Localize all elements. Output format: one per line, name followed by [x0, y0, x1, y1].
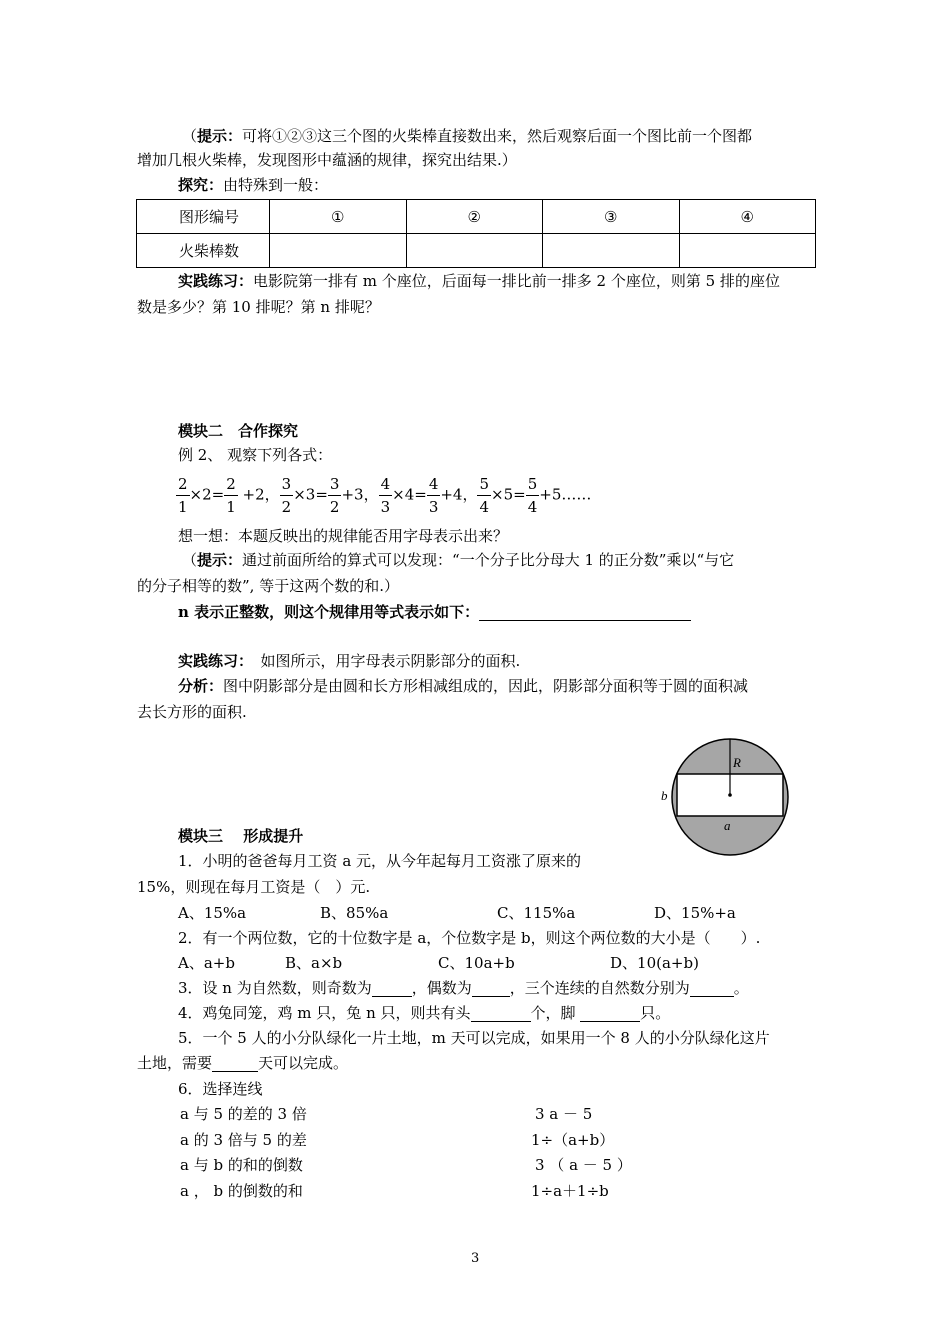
match-right-2[interactable]: 1÷（a+b） — [531, 1131, 615, 1149]
table-cell-empty — [679, 234, 816, 268]
table-col-3: ③ — [543, 200, 680, 234]
answer-blank[interactable] — [472, 981, 510, 997]
table-col-1: ① — [270, 200, 407, 234]
analysis-line-1: 分析：图中阴影部分是由圆和长方形相减组成的，因此，阴影部分面积等于圆的面积减 — [178, 677, 749, 695]
q2-option-b[interactable]: B、a×b — [285, 954, 343, 972]
answer-blank[interactable] — [580, 1006, 640, 1022]
center-point — [728, 793, 732, 797]
fraction: $\frac{4}{3}$ — [428, 475, 439, 516]
q4-line: 4．鸡兔同笼，鸡 m 只，兔 n 只，则共有头 个，脚 只。 — [178, 1004, 671, 1022]
fraction: $\frac{3}{2}$ — [281, 475, 292, 516]
q6-line: 6．选择连线 — [178, 1080, 263, 1098]
q5-line-2: 土地，需要 天可以完成。 — [137, 1054, 349, 1072]
fraction: $\frac{2}{1}$ — [226, 475, 236, 516]
fraction: $\frac{2}{1}$ — [178, 475, 188, 516]
analysis-line-2: 去长方形的面积. — [137, 703, 247, 721]
label-a: a — [724, 818, 731, 833]
fraction: $\frac{5}{4}$ — [527, 475, 538, 516]
fraction: $\frac{4}{3}$ — [380, 475, 391, 516]
table-header-matchsticks: 火柴棒数 — [137, 234, 270, 268]
circle-rectangle-figure — [655, 735, 800, 860]
match-right-4[interactable]: 1÷a＋1÷b — [531, 1182, 609, 1200]
matchstick-table — [136, 199, 816, 268]
table-cell-empty — [543, 234, 680, 268]
q1-option-b[interactable]: B、85%a — [320, 904, 389, 922]
match-left-1[interactable]: a 与 5 的差的 3 倍 — [180, 1105, 307, 1123]
module-3-title: 模块三 形成提升 — [178, 827, 304, 845]
match-left-4[interactable]: a ， b 的倒数的和 — [180, 1182, 303, 1200]
answer-blank[interactable] — [690, 981, 734, 997]
hint-2-line-1: （提示：通过前面所给的算式可以发现：“一个分子比分母大 1 的正分数”乘以“与它 — [182, 551, 735, 569]
table-cell-empty — [406, 234, 543, 268]
answer-blank[interactable] — [212, 1056, 258, 1072]
label-R: R — [733, 755, 741, 770]
match-left-3[interactable]: a 与 b 的和的倒数 — [180, 1156, 303, 1174]
label-b: b — [661, 788, 668, 803]
page-number: 3 — [471, 1251, 480, 1266]
module-2-title: 模块二 合作探究 — [178, 422, 299, 440]
q1-option-a[interactable]: A、15%a — [178, 904, 247, 922]
table-header-figure-number: 图形编号 — [137, 200, 270, 234]
q3-line: 3．设 n 为自然数，则奇数为 ，偶数为 ，三个连续的自然数分别为 。 — [178, 979, 749, 997]
q2-line: 2．有一个两位数，它的十位数字是 a，个位数字是 b，则这个两位数的大小是（ ）. — [178, 929, 761, 947]
practice-1-line-1: 实践练习：电影院第一排有 m 个座位，后面每一排比前一排多 2 个座位，则第 5 排的座位 — [178, 272, 780, 290]
q2-option-d[interactable]: D、10(a+b) — [610, 954, 699, 972]
example-2: 例 2、 观察下列各式： — [178, 446, 333, 464]
answer-blank[interactable] — [479, 605, 691, 621]
answer-blank[interactable] — [471, 1006, 531, 1022]
example-formula: $\frac{2}{1}$ ×2= $\frac{2}{1}$ +2， $\frac{3}{2}$ ×3= $\frac{3}{2}$ +3， $\frac{4}{3}$ ×4= $\frac{4}{3}$ +4， $\frac{5}{4}$ ×5= $\frac{5}{4}$ +5…… — [178, 475, 592, 516]
explore-line: 探究：由特殊到一般： — [178, 176, 329, 194]
table-col-4: ④ — [679, 200, 816, 234]
q5-line-1: 5．一个 5 人的小分队绿化一片土地，m 天可以完成，如果用一个 8 人的小分队绿化这片 — [178, 1029, 770, 1047]
table-col-2: ② — [406, 200, 543, 234]
hint-2-line-2: 的分子相等的数”, 等于这两个数的和.） — [137, 577, 399, 595]
q1-option-c[interactable]: C、115%a — [497, 904, 576, 922]
q1-line-2: 15%，则现在每月工资是（ ）元. — [137, 878, 371, 896]
q2-option-a[interactable]: A、a+b — [178, 954, 235, 972]
fraction: $\frac{5}{4}$ — [479, 475, 490, 516]
fraction: $\frac{3}{2}$ — [329, 475, 340, 516]
match-right-3[interactable]: 3 （ a － 5 ） — [535, 1156, 632, 1174]
table-cell-empty — [270, 234, 407, 268]
table-row — [137, 200, 816, 234]
practice-2-line: 实践练习： 如图所示，用字母表示阴影部分的面积. — [178, 652, 521, 670]
hint-line-2: 增加几根火柴棒，发现图形中蕴涵的规律，探究出结果.） — [137, 151, 517, 169]
match-right-1[interactable]: 3 a － 5 — [535, 1105, 593, 1123]
table-row — [137, 234, 816, 268]
match-left-2[interactable]: a 的 3 倍与 5 的差 — [180, 1131, 307, 1149]
hint-label: 提示： — [197, 127, 243, 145]
practice-1-line-2: 数是多少？第 10 排呢？第 n 排呢？ — [137, 298, 380, 316]
hint-line-1: （提示：可将①②③这三个图的火柴棒直接数出来，然后观察后面一个图比前一个图都 — [182, 127, 753, 145]
q1-option-d[interactable]: D、15%+a — [654, 904, 736, 922]
q1-line-1: 1．小明的爸爸每月工资 a 元，从今年起每月工资涨了原来的 — [178, 852, 582, 870]
rule-line: n 表示正整数，则这个规律用等式表示如下： — [178, 603, 691, 621]
answer-blank[interactable] — [372, 981, 412, 997]
q2-option-c[interactable]: C、10a+b — [438, 954, 515, 972]
think-line: 想一想：本题反映出的规律能否用字母表示出来？ — [178, 527, 509, 545]
